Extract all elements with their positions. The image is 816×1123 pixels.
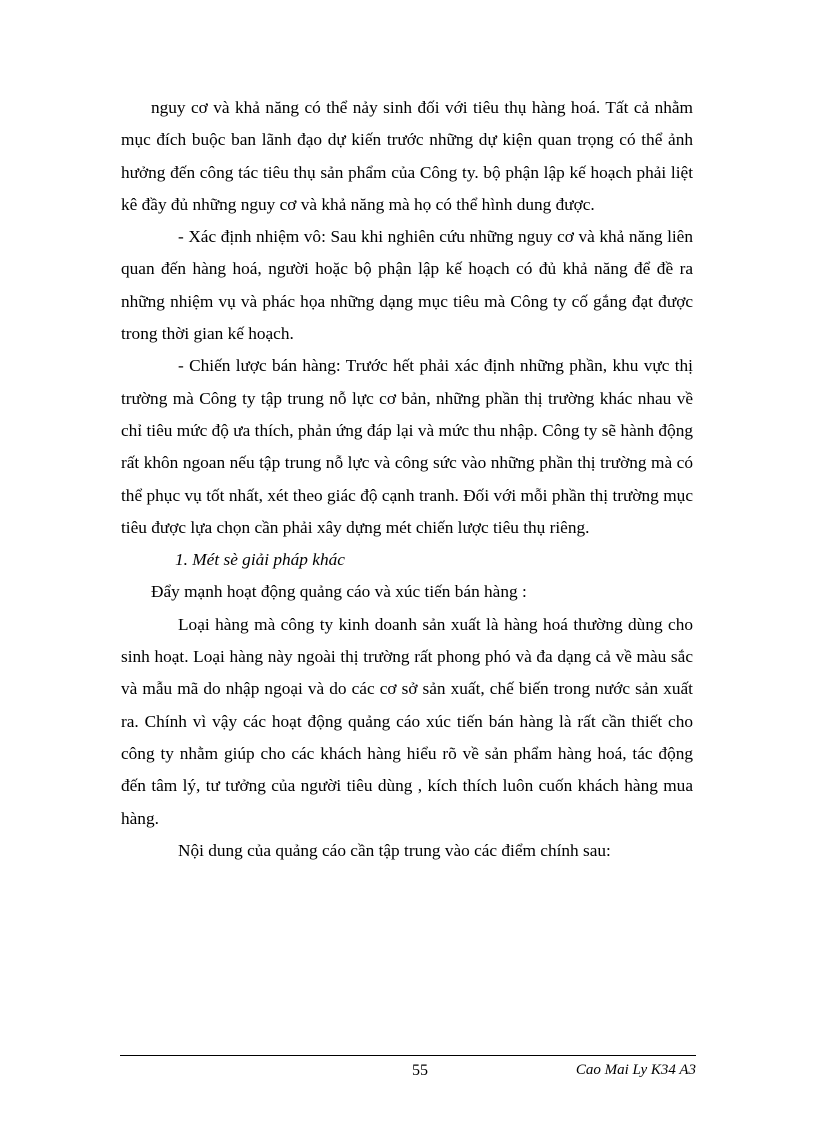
paragraph-advertising-title: Đẩy mạnh hoạt động quảng cáo và xúc tiến bán hàng : (151, 582, 527, 602)
paragraph-product-type: Loại hàng mà công ty kinh doanh sản xuất là hàng hoá thường dùng cho sinh hoạt. Loại hàng này ngoài thị trường rất phong phó và đa dạng cả về màu sắc và mẫu mã do nhập ngoại và do các cơ sở sản xuất, chế biến trong nước sản xuất ra. Chính vì vậy các hoạt động quảng cáo xúc tiến bán hàng là rất cần thiết cho công ty nhằm giúp cho các khách hàng hiểu rõ về sản phẩm hàng hoá, tác động đến tâm lý, tư tưởng của người tiêu dùng , kích thích luôn cuốn khách hàng mua hàng. (121, 614, 693, 828)
paragraph-define-tasks: - Xác định nhiệm vô: Sau khi nghiên cứu những nguy cơ và khả năng liên quan đến hàng hoá, người hoặc bộ phận lập kế hoạch có đủ khả năng để đề ra những nhiệm vụ và phác họa những dạng mục tiêu mà Công ty cố gắng đạt được trong thời gian kế hoạch. (121, 227, 693, 344)
footer-author: Cao Mai Ly K34 A3 (575, 1062, 696, 1078)
body-text (121, 92, 693, 867)
footer-divider (120, 1055, 696, 1056)
paragraph-sales-strategy: - Chiến lược bán hàng: Trước hết phải xác định những phần, khu vực thị trường mà Công ty tập trung nỗ lực cơ bản, những phần thị trường khác nhau về chỉ tiêu mức độ ưa thích, phản ứng đáp lại và mức thu nhập. Công ty sẽ hành động rất khôn ngoan nếu tập trung nỗ lực và công sức vào những phần thị trường mà có thể phục vụ tốt nhất, xét theo giác độ cạnh tranh. Đối với mỗi phần thị trường mục tiêu được lựa chọn cần phải xây dựng mét chiến lược tiêu thụ riêng. (121, 356, 693, 537)
paragraph-risks: nguy cơ và khả năng có thể nảy sinh đối với tiêu thụ hàng hoá. Tất cả nhằm mục đích buộc ban lãnh đạo dự kiến trước những dự kiện quan trọng có thể ảnh hưởng đến công tác tiêu thụ sản phẩm của Công ty. bộ phận lập kế hoạch phải liệt kê đầy đủ những nguy cơ và khả năng mà họ có thể hình dung được. (121, 98, 693, 214)
page-number: 55 (412, 1062, 428, 1079)
paragraph-advertising-content: Nội dung của quảng cáo cần tập trung vào các điểm chính sau: (178, 840, 611, 860)
section-heading: 1. Mét sè giải pháp khác (175, 550, 345, 570)
